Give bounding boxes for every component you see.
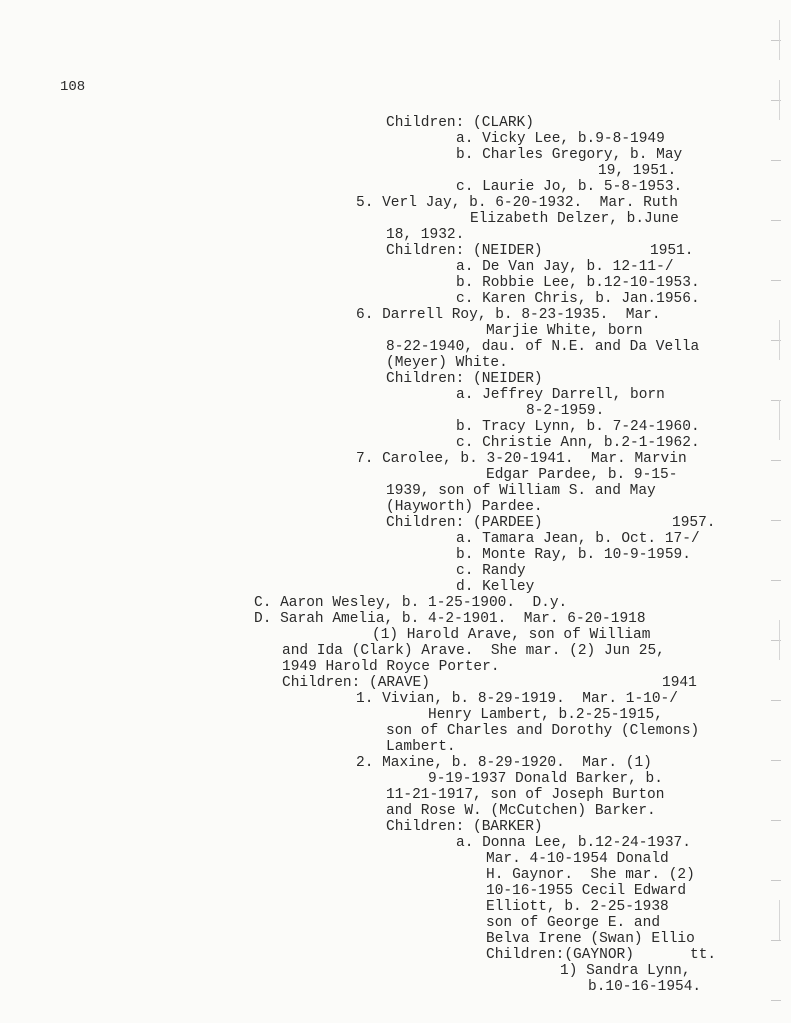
text-line: 11-21-1917, son of Joseph Burton [386, 787, 665, 803]
edge-tick [771, 820, 781, 821]
text-line: (Meyer) White. [386, 355, 508, 371]
text-line: Elizabeth Delzer, b.June [470, 211, 679, 227]
text-line: a. Jeffrey Darrell, born [456, 387, 665, 403]
edge-mark [779, 320, 780, 360]
text-line: 1951. [650, 243, 694, 259]
text-line: 2. Maxine, b. 8-29-1920. Mar. (1) [356, 755, 652, 771]
text-line: d. Kelley [456, 579, 535, 595]
text-line: Elliott, b. 2-25-1938 [486, 899, 669, 915]
text-line: Children: (CLARK) [386, 115, 534, 131]
text-line: 6. Darrell Roy, b. 8-23-1935. Mar. [356, 307, 661, 323]
text-line: Lambert. [386, 739, 456, 755]
text-line: Children: (NEIDER) [386, 371, 543, 387]
text-line: Children: (PARDEE) [386, 515, 543, 531]
text-line: 1939, son of William S. and May [386, 483, 656, 499]
text-line: a. De Van Jay, b. 12-11-/ [456, 259, 674, 275]
text-line: Children: (ARAVE) [282, 675, 430, 691]
binder-edge-marks [751, 0, 791, 1023]
text-line: b. Monte Ray, b. 10-9-1959. [456, 547, 691, 563]
edge-tick [771, 580, 781, 581]
text-line: C. Aaron Wesley, b. 1-25-1900. D.y. [254, 595, 568, 611]
text-line: son of George E. and [486, 915, 661, 931]
text-line: son of Charles and Dorothy (Clemons) [386, 723, 700, 739]
edge-tick [771, 160, 781, 161]
text-line: Marjie White, born [486, 323, 643, 339]
text-line: 7. Carolee, b. 3-20-1941. Mar. Marvin [356, 451, 687, 467]
text-line: 1941 [662, 675, 697, 691]
text-line: Children: (BARKER) [386, 819, 543, 835]
text-line: b. Tracy Lynn, b. 7-24-1960. [456, 419, 700, 435]
text-line: 1949 Harold Royce Porter. [282, 659, 500, 675]
text-line: and Ida (Clark) Arave. She mar. (2) Jun 25, [282, 643, 665, 659]
text-line: 9-19-1937 Donald Barker, b. [428, 771, 663, 787]
text-line: D. Sarah Amelia, b. 4-2-1901. Mar. 6-20-1918 [254, 611, 646, 627]
text-line: H. Gaynor. She mar. (2) [486, 867, 695, 883]
text-line: (Hayworth) Pardee. [386, 499, 543, 515]
text-line: b.10-16-1954. [588, 979, 702, 995]
text-line: a. Vicky Lee, b.9-8-1949 [456, 131, 665, 147]
text-line: Edgar Pardee, b. 9-15- [486, 467, 678, 483]
edge-mark [779, 620, 780, 660]
edge-tick [771, 880, 781, 881]
text-line: Children: (NEIDER) [386, 243, 543, 259]
text-line: 5. Verl Jay, b. 6-20-1932. Mar. Ruth [356, 195, 678, 211]
edge-mark [779, 20, 780, 60]
edge-tick [771, 280, 781, 281]
text-line: c. Laurie Jo, b. 5-8-1953. [456, 179, 683, 195]
edge-mark [779, 80, 780, 120]
text-line: Belva Irene (Swan) Ellio [486, 931, 695, 947]
text-line: b. Robbie Lee, b.12-10-1953. [456, 275, 700, 291]
text-line: 1957. [672, 515, 716, 531]
text-line: 1. Vivian, b. 8-29-1919. Mar. 1-10-/ [356, 691, 678, 707]
text-line: Mar. 4-10-1954 Donald [486, 851, 669, 867]
edge-tick [771, 220, 781, 221]
edge-mark [779, 900, 780, 940]
edge-tick [771, 940, 781, 941]
edge-tick [771, 760, 781, 761]
text-line: 10-16-1955 Cecil Edward [486, 883, 687, 899]
text-line: c. Randy [456, 563, 526, 579]
text-line: a. Tamara Jean, b. Oct. 17-/ [456, 531, 700, 547]
text-line: Henry Lambert, b.2-25-1915, [428, 707, 663, 723]
text-line: c. Karen Chris, b. Jan.1956. [456, 291, 700, 307]
text-line: tt. [690, 947, 717, 963]
text-line: Children:(GAYNOR) [486, 947, 634, 963]
page-number: 108 [60, 79, 86, 95]
text-line: 19, 1951. [598, 163, 677, 179]
edge-tick [771, 460, 781, 461]
text-line: a. Donna Lee, b.12-24-1937. [456, 835, 691, 851]
edge-tick [771, 1000, 781, 1001]
text-line: and Rose W. (McCutchen) Barker. [386, 803, 656, 819]
text-line: c. Christie Ann, b.2-1-1962. [456, 435, 700, 451]
text-line: (1) Harold Arave, son of William [372, 627, 651, 643]
text-line: b. Charles Gregory, b. May [456, 147, 683, 163]
text-line: 18, 1932. [386, 227, 465, 243]
edge-tick [771, 520, 781, 521]
text-line: 8-2-1959. [526, 403, 605, 419]
text-line: 1) Sandra Lynn, [560, 963, 691, 979]
edge-mark [779, 400, 780, 440]
edge-tick [771, 700, 781, 701]
text-line: 8-22-1940, dau. of N.E. and Da Vella [386, 339, 700, 355]
